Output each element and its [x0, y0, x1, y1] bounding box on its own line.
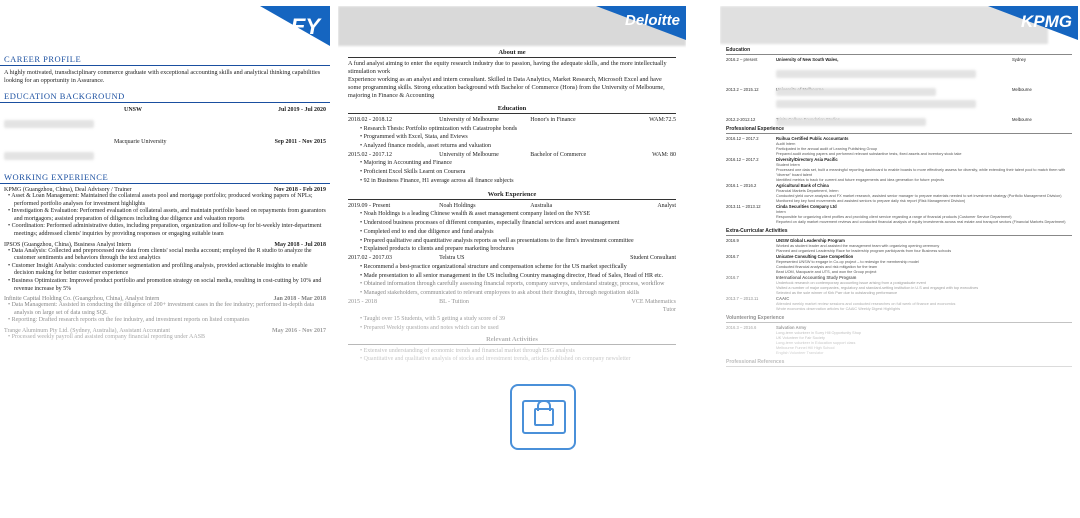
kpmg-sub: Audit Intern	[776, 142, 796, 146]
kpmg-sub: Beat UOM, Macquarie and UTS, and won the Group project	[776, 270, 877, 274]
deloitte-work-row: 2019.09 - Present Noah Holdings Australia Analyst	[348, 202, 676, 209]
deloitte-bullet: • Research Thesis: Portfolio optimization with Catastrophe bonds	[360, 125, 518, 132]
ey-job-header: KPMG (Guangzhou, China), Deal Advisory / Trainer Nov 2018 - Feb 2019	[4, 187, 326, 193]
ey-brand-label: EY	[290, 14, 320, 39]
locked-folder-icon[interactable]	[510, 384, 576, 450]
kpmg-fade-overlay	[720, 366, 1078, 506]
kpmg-sub: Long-term volunteer in Surry Hill Opportunity Shop	[776, 331, 862, 335]
kpmg-ref-heading: Professional References	[726, 359, 1072, 367]
deloitte-education-heading: Education	[348, 105, 676, 114]
deloitte-bullet: • Obtained information through carefully assessing financial reports, company surveys, understand strategy, process, workflow	[360, 281, 665, 288]
deloitte-bullet: • Programmed with Excel, Stata, and Eviews	[360, 134, 468, 141]
kpmg-prof-row: 2016.12 – 2017.2 Ruihua Certified Public Accountants	[726, 136, 849, 141]
kpmg-education-row: 2016.2 – present University of New South Wales, Sydney	[726, 57, 1026, 62]
kpmg-sub: Reported on daily market movement reviews and conducted financial analysis of equity investments across real estate and transport sectors (Financial Markets Department)	[776, 220, 1066, 224]
ey-job-header: Infinite Capital Holding Co. (Guangzhou, China), Analyst Intern Jan 2018 - Mar 2018	[4, 296, 326, 303]
kpmg-sub: Financial Markets Department, Intern	[776, 189, 839, 193]
kpmg-extra-heading: Extra-Curricular Activities	[726, 228, 1072, 236]
ey-profile-heading: CAREER PROFILE	[0, 54, 330, 66]
kpmg-sub: Visited a number of major companies, regulatory and standard-setting institution in U.S and engaged with top executives	[776, 286, 979, 290]
kpmg-prof-row: 2016.12 – 2017.2 Diversity/Directory Asia Pacific	[726, 157, 838, 162]
kpmg-extra-row: 2016.9 UNSW Global Leadership Program	[726, 238, 845, 243]
kpmg-sub: Participated in the annual audit of Leaning Publishing Group	[776, 147, 878, 151]
kpmg-sub: Prepared audit working papers and performed relevant substantive tests, fixed assets and inventory stock take	[776, 152, 962, 156]
ey-education-row: UNSW Jul 2019 - Jul 2020	[124, 107, 326, 113]
deloitte-about-text: A fund analyst aiming to enter the equity research industry due to passion, having the adequate skills, and the more intellectually stimulation work	[348, 60, 667, 75]
deloitte-work-heading: Work Experience	[348, 191, 676, 200]
kpmg-sub: Undertook research on contemporary accounting issue arising from a postgraduate event	[776, 281, 926, 285]
deloitte-bullet: • Quantitative and qualitative analysis of stocks and investment trends, articles published on company newsletter	[360, 356, 631, 363]
deloitte-bullet: • Recommend a best-practice organizational structure and compensation scheme for the US market specifically	[360, 263, 627, 270]
ey-job-bullet: • Business Optimization: Improved product portfolio and promotion strategy on social media, resulting in cost-cutting by 10% and revenue increase by 5%	[8, 277, 322, 292]
kpmg-vol-row: 2016.3 – 2016.6 Salvation Army	[726, 325, 807, 330]
kpmg-sub: Represented UNSW to engage in Co-op project – to redesign the membership model	[776, 260, 919, 264]
kpmg-prof-row: 2016.1 – 2016.2 Agricultural Bank of China	[726, 183, 829, 188]
deloitte-bottom-heading: Relevant Activities	[348, 336, 676, 345]
kpmg-sub: Processed one data set, built a meaningful reporting dashboard to enable boards to more effectively assess for diversity, while extending their talent pool to match them with "diverse" board talent	[776, 168, 1066, 177]
deloitte-about-heading: About me	[348, 49, 676, 58]
kpmg-sub: English Volunteer Translator	[776, 351, 824, 355]
ey-education-row: Macquarie University Sep 2011 - Nov 2015	[114, 139, 326, 145]
kpmg-sub: Attended weekly market review sessions and conducted researches on full week of finance and economics	[776, 302, 956, 306]
deloitte-bullet: • Prepared qualitative and quantitative analysis reports as well as presentations to the firm's investment committee	[360, 237, 634, 244]
kpmg-sub: Identified metrics to track for current and future engagements and idea generation for future projects	[776, 178, 945, 182]
ey-job-header: Trange Aluminum Pty Ltd. (Sydney, Australia), Assistant Accountant May 2016 - Nov 2017	[4, 327, 326, 334]
ey-resume-panel	[0, 6, 330, 506]
ey-job-bullet: • Asset & Loan Management: Maintained the collateral assets pool and mortgage portfolio; produced working papers of NPLs; performed portfolio analyses for investment highlights	[8, 193, 313, 207]
kpmg-extra-row: 2016.7 International Accounting Study Program	[726, 275, 857, 280]
kpmg-extra-row: 2013.7 – 2013.11 CAAIC	[726, 296, 790, 301]
ey-job-bullet: • Processed weekly payroll and assisted company financial reporting under AASB	[8, 333, 206, 340]
kpmg-sub: Student Intern	[776, 163, 800, 167]
kpmg-sub: Melbourne Funnel Hill High School	[776, 346, 835, 350]
deloitte-bullet: • Prepared Weekly questions and notes which can be used	[360, 324, 499, 331]
kpmg-vol-heading: Volunteering Experience	[726, 315, 1072, 323]
kpmg-sub: Intern	[776, 210, 786, 214]
kpmg-sub: UK Volunteer for Fair Society	[776, 336, 825, 340]
ey-education-heading: EDUCATION BACKGROUND	[0, 91, 330, 103]
ey-job-bullet: • Data Management: Assisted in conducting the diligence of 200+ investment cases in the fee industry; performed in-depth data analysis on large set of data using SQL	[8, 302, 315, 316]
kpmg-sub: Wrote economics observation articles for CAAIC Weekly Digest Highlights	[776, 307, 901, 311]
deloitte-bullet: • Noah Holdings is a leading Chinese wealth & asset management company listed on the NYSE	[360, 211, 591, 218]
ey-job-bullet: • Investigation & Evaluation: Performed evaluation of collateral assets, and maintain portfolio based on repayments from guarantors and mortgagors; assisted preparation of diligences including due diligence and valuation reports	[8, 208, 326, 222]
kpmg-education-row: 2012.2-2012.12 Melbourne	[726, 117, 1032, 122]
deloitte-bullet: • Made presentation to all senior management in the US including Country managing director, Head of Sales, Head of HR etc.	[360, 272, 663, 279]
kpmg-sub: Monitored key key fund movements and assisted seniors to prepare daily risk report (Risk Management Division)	[776, 199, 966, 203]
kpmg-sub: Selected as the sole winner of Kirk Parr due to outstanding performance	[776, 291, 898, 295]
deloitte-brand-label: Deloitte	[624, 12, 680, 29]
ey-job-bullet: • Coordination: Performed administrative duties, including preparation, organization and follow-up for bi-weekly inter-department meetings; addressed clients' inquiries by providing responses or engaging suitable team	[8, 223, 322, 237]
deloitte-work-row: 2015 - 2018 BL - Tuition VCE Mathematics Tutor	[348, 298, 676, 314]
ey-profile-text: A highly motivated, transdisciplinary commerce graduate with exceptional accounting skills and analytical thinking capabilities looking for an opportunity in Assurance.	[4, 69, 321, 84]
kpmg-sub: Planned and organized Leadership Race for leadership program participants from four Business schools	[776, 249, 952, 253]
ey-work-heading: WORKING EXPERIENCE	[0, 172, 330, 184]
ey-job-bullet: • Reporting: Drafted research reports on the fee industry, and investment reports on listed companies	[8, 317, 250, 324]
deloitte-bullet: • Taught over 15 Students, with 5 getting a study score of 39	[360, 315, 506, 322]
deloitte-bullet: • Explained products to clients and prepare marketing brochures	[360, 246, 515, 253]
deloitte-education-row: 2015.02 - 2017.12 University of Melbourne Bachelor of Commerce WAM: 80	[348, 151, 676, 158]
deloitte-work-row: 2017.02 - 2017.03 Telstra US Student Consultant	[348, 255, 676, 262]
deloitte-bullet: • Analyzed finance models, asset returns and valuation	[360, 143, 492, 150]
deloitte-about-text-2: Experience working as an analyst and intern consultant. Skilled in Data Analytics, Market Research, Microsoft Excel and have some programming skills. Strong education background with Bachelor of Commerce (Hons) from the University of Melbourne, majoring in Finance & Accounting	[348, 76, 665, 99]
deloitte-bullet: • Majoring in Accounting and Finance	[360, 160, 452, 167]
kpmg-sub: Responsible for organizing client profiles and providing client service regarding a range of financial products (Customer Service Department)	[776, 215, 1012, 219]
kpmg-sub: Conducted yield curve analysis and FX market research, assisted senior manager to prepare materials needed to set investment strategy (Portfolio Management Division)	[776, 194, 1062, 198]
kpmg-sub: Worked as student leader and assisted the management team with organizing opening ceremony	[776, 244, 940, 248]
deloitte-bullet: • 92 in Business Finance, H1 average across all finance subjects	[360, 177, 514, 184]
ey-job-header: IPSOS (Guangzhou, China), Business Analyst Intern May 2018 - Jul 2018	[4, 241, 326, 248]
kpmg-sub: Long-term volunteer in Education support class	[776, 341, 856, 345]
kpmg-education-heading: Education	[726, 47, 1072, 55]
kpmg-education-row: 2013.2 – 2015.12 Melbourne	[726, 87, 1032, 92]
ey-job-bullet: • Customer Insight Analysis: conducted customer segmentation and profiling analysis, provided actionable insights to enable decision making for better customer experience	[8, 262, 308, 277]
kpmg-prof-row: 2013.11 – 2013.12 Cinda Securities Company Ltd	[726, 204, 837, 209]
kpmg-resume-panel	[720, 6, 1078, 506]
kpmg-prof-heading: Professional Experience	[726, 126, 1072, 134]
deloitte-bullet: • Extensive understanding of economic trends and financial market through ESG analysis	[360, 347, 575, 354]
kpmg-sub: Conducted financial analysis and risk mitigation for the team	[776, 265, 878, 269]
deloitte-education-row: 2018.02 - 2018.12 University of Melbourne Honor's in Finance WAM:72.5	[348, 117, 676, 123]
ey-fade-overlay	[0, 366, 330, 506]
deloitte-bullet: • Managed stakeholders, communicated to relevant employees to ask about their thoughts, through negotiation skills	[360, 290, 640, 297]
kpmg-extra-row: 2016.7 Unicatve Consulting Case Competition	[726, 254, 854, 259]
kpmg-brand-label: KPMG	[1021, 12, 1072, 31]
deloitte-bullet: • Understood business processes of different companies, especially financial services and asset management	[360, 220, 620, 227]
ey-job-bullet: • Data Analysis: Collected and preprocessed raw data from clients' social media account; employed the R studio to analyze the customer sentiments and behaviors through the text analytics	[8, 247, 312, 262]
deloitte-bullet: • Proficient Excel Skills Learnt on Coursera	[360, 169, 466, 176]
deloitte-bullet: • Completed end to end due diligence and fund analysis	[360, 228, 494, 235]
